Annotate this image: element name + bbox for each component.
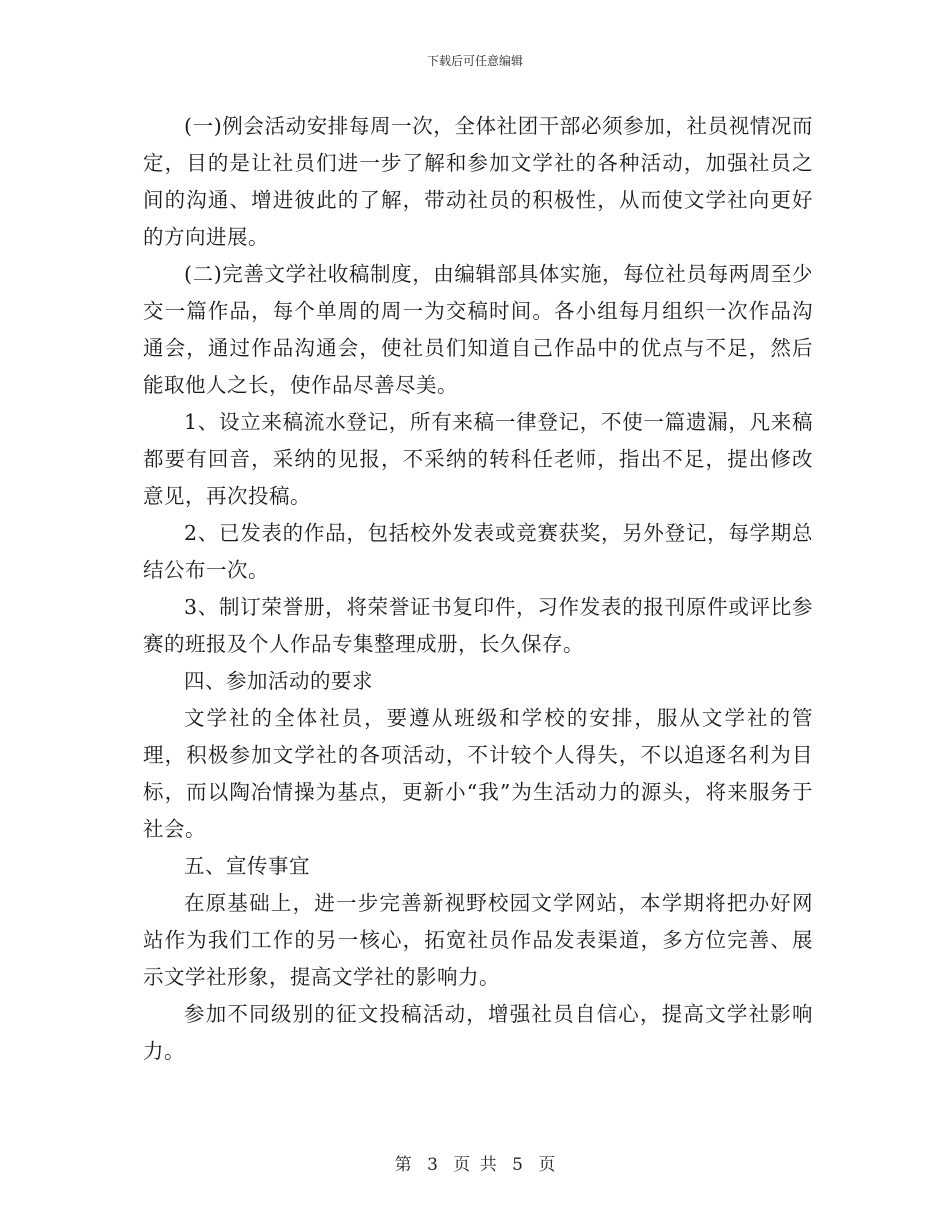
paragraph-contests: 参加不同级别的征文投稿活动，增强社员自信心，提高文学社影响力。 [143, 1002, 813, 1063]
current-page-number: 3 [427, 1155, 438, 1175]
paragraph-item-1: 1、设立来稿流水登记，所有来稿一律登记，不使一篇遗漏，凡来稿都要有回音，采纳的见报，不采纳的转科任老师，指出不足，提出修改意见，再次投稿。 [143, 410, 813, 508]
paragraph-submission-system: (二)完善文学社收稿制度，由编辑部具体实施，每位社员每两周至少交一篇作品，每个单周的周一为交稿时间。各小组每月组织一次作品沟通会，通过作品沟通会，使社员们知道自己作品中的优点与不足，然后能取他人之长，使作品尽善尽美。 [143, 262, 813, 397]
document-body [143, 108, 813, 1070]
paragraph-meeting-schedule: (一)例会活动安排每周一次，全体社团干部必须参加，社员视情况而定，目的是让社员们进一步了解和参加文学社的各种活动，加强社员之间的沟通、增进彼此的了解，带动社员的积极性，从而使文学社向更好的方向进展。 [143, 114, 813, 249]
page-footer [0, 1153, 950, 1177]
section-heading-requirements: 四、参加活动的要求 [184, 669, 373, 693]
section-heading-publicity: 五、宣传事宜 [184, 854, 310, 878]
page-header: 下载后可任意编辑 [426, 54, 523, 68]
paragraph-requirements: 文学社的全体社员，要遵从班级和学校的安排，服从文学社的管理，积极参加文学社的各项活动，不计较个人得失，不以追逐名利为目标，而以陶冶情操为基点，更新小“我”为生活动力的源头，将来服务于社会。 [143, 706, 813, 841]
paragraph-item-2: 2、已发表的作品，包括校外发表或竞赛获奖，另外登记，每学期总结公布一次。 [143, 521, 813, 582]
paragraph-item-3: 3、制订荣誉册，将荣誉证书复印件，习作发表的报刊原件或评比参赛的班报及个人作品专集整理成册，长久保存。 [143, 595, 813, 656]
footer-middle: 页 共 [453, 1155, 497, 1175]
total-pages-number: 5 [512, 1155, 523, 1175]
footer-prefix: 第 [394, 1155, 412, 1175]
paragraph-website: 在原基础上，进一步完善新视野校园文学网站，本学期将把办好网站作为我们工作的另一核心，拓宽社员作品发表渠道，多方位完善、展示文学社形象，提高文学社的影响力。 [143, 891, 813, 989]
footer-suffix: 页 [538, 1155, 556, 1175]
